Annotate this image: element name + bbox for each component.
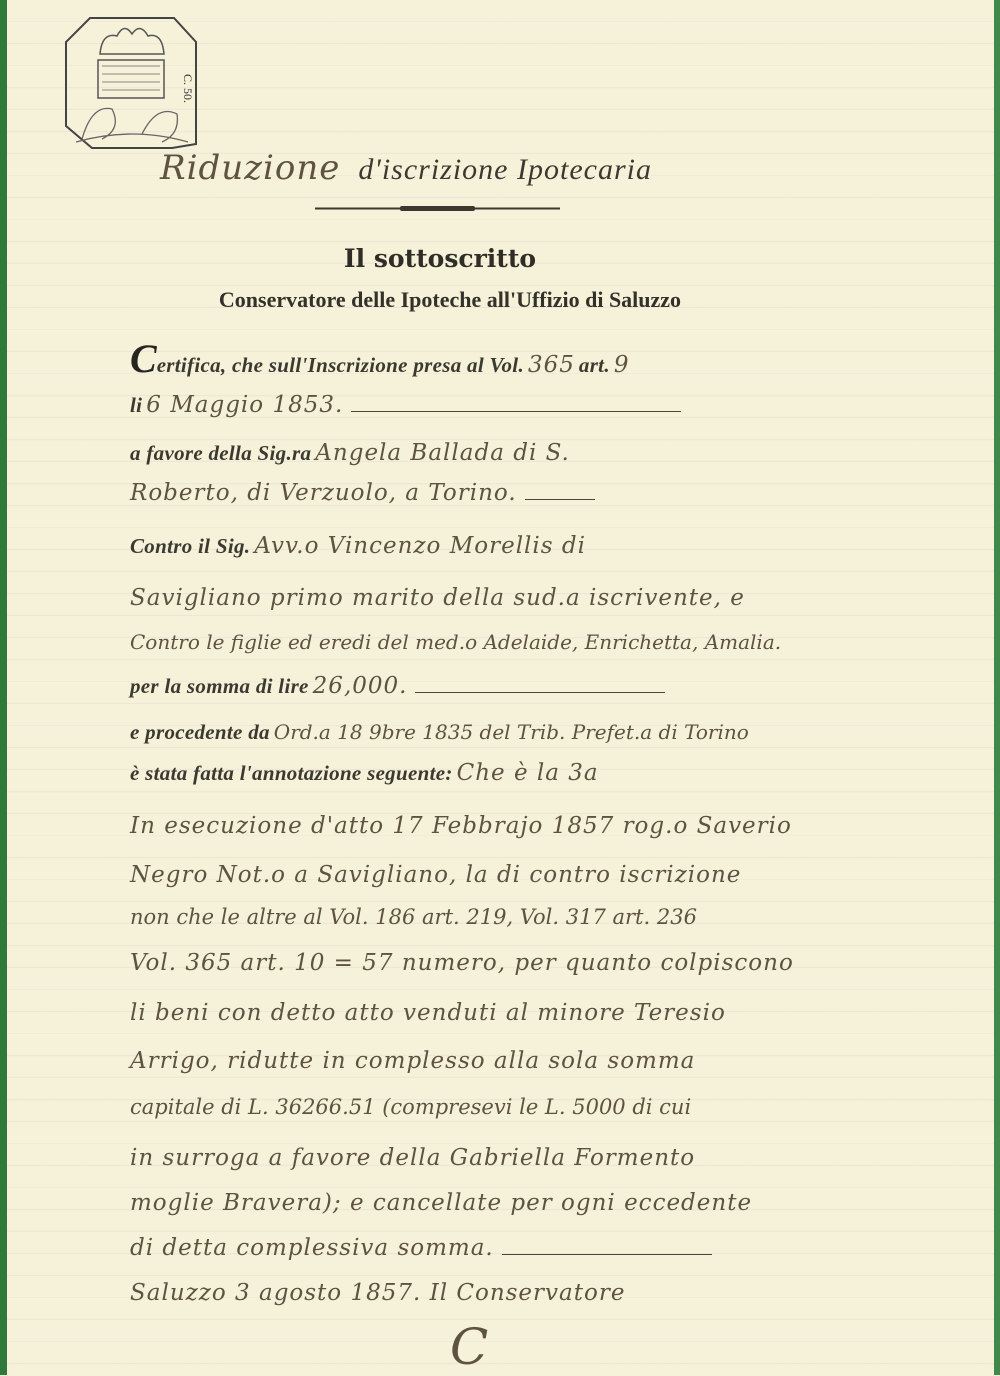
fill-rule [351, 411, 681, 412]
page-edge-left [0, 0, 7, 1375]
printed-text: è stata fatta l'annotazione seguente: [130, 761, 453, 785]
printed-text: ertifica, che sull'Inscrizione presa al Vol. [156, 353, 524, 377]
handwritten-text: Roberto, di Verzuolo, a Torino. [130, 480, 517, 506]
line-contro-cont-2 [130, 630, 781, 654]
closing-line [130, 1280, 625, 1306]
annotation-line [130, 862, 741, 888]
annotation-line [130, 905, 697, 929]
handwritten-text: Angela Ballada di S. [315, 440, 570, 466]
line-favore [130, 440, 570, 466]
heading: Il sottoscritto [343, 244, 537, 273]
printed-text: li [130, 393, 143, 417]
printed-text: art. [578, 353, 610, 377]
printed-text: Contro il Sig. [130, 534, 251, 558]
fill-rule [502, 1254, 712, 1255]
line-certifica [130, 335, 630, 382]
line-date [130, 392, 681, 418]
printed-text: e procedente da [130, 720, 270, 744]
handwritten-text: capitale di L. 36266.51 (compresevi le L. 5000 di cui [130, 1095, 692, 1119]
annotation-line [130, 1235, 712, 1261]
handwritten-text: li beni con detto atto venduti al minore Teresio [130, 1000, 726, 1026]
fill-rule [415, 692, 665, 693]
signature-mark: C [450, 1318, 490, 1376]
stamp-value: C. 50. [181, 74, 195, 104]
line-contro [130, 533, 586, 559]
fill-rule [525, 499, 595, 500]
ornamental-divider [315, 206, 560, 211]
handwritten-text: Avv.o Vincenzo Morellis di [254, 533, 586, 559]
revenue-stamp [62, 14, 202, 154]
handwritten-text: Vol. 365 art. 10 = 57 numero, per quanto colpiscono [130, 950, 794, 976]
line-favore-cont [130, 480, 595, 506]
dropcap: C [130, 336, 157, 381]
amount: 26,000. [312, 673, 408, 699]
printed-text: per la somma di lire [130, 674, 309, 698]
volume-number: 365 [528, 352, 575, 378]
handwritten-text: di detta complessiva somma. [130, 1235, 494, 1261]
royal-crest-stamp-icon [62, 14, 202, 154]
annotation-line [130, 1095, 691, 1119]
annotation-line [130, 1190, 752, 1216]
line-annotazione [130, 760, 599, 786]
subheading: Conservatore delle Ipoteche all'Uffizio di Saluzzo [218, 287, 682, 312]
annotation-line [130, 1145, 695, 1171]
handwritten-text: moglie Bravera); e cancellate per ogni eccedente [130, 1190, 753, 1216]
handwritten-text: 6 Maggio 1853. [146, 392, 344, 418]
handwritten-text: Negro Not.o a Savigliano, la di contro iscrizione [130, 862, 742, 888]
line-somma [130, 673, 665, 699]
place-date-signoff: Saluzzo 3 agosto 1857. Il Conservatore [130, 1280, 626, 1306]
annotation-line [130, 950, 794, 976]
handwritten-text: In esecuzione d'atto 17 Febbrajo 1857 rog.o Saverio [130, 813, 792, 839]
handwritten-text: Contro le figlie ed eredi del med.o Adelaide, Enrichetta, Amalia. [130, 630, 782, 654]
handwritten-text: non che le altre al Vol. 186 art. 219, Vol. 317 art. 236 [130, 905, 697, 929]
handwritten-text: Ord.a 18 9bre 1835 del Trib. Prefet.a di Torino [273, 720, 749, 744]
title-handwritten: Riduzione [160, 148, 341, 188]
annotation-line [130, 1000, 726, 1026]
document-title [160, 148, 652, 188]
page-edge-right [994, 0, 1000, 1375]
handwritten-text: Arrigo, ridutte in complesso alla sola somma [130, 1048, 696, 1074]
annotation-line [130, 1048, 695, 1074]
handwritten-text: Che è la 3a [456, 760, 599, 786]
handwritten-text: Savigliano primo marito della sud.a iscrivente, e [130, 585, 745, 611]
printed-text: a favore della Sig.ra [130, 441, 312, 465]
line-contro-cont-1 [130, 585, 745, 611]
handwritten-text: in surroga a favore della Gabriella Formento [130, 1145, 696, 1171]
signature [450, 1318, 489, 1376]
line-procedente [130, 720, 749, 745]
annotation-line [130, 813, 792, 839]
article-number: 9 [613, 352, 630, 378]
title-printed: d'iscrizione Ipotecaria [358, 153, 652, 186]
